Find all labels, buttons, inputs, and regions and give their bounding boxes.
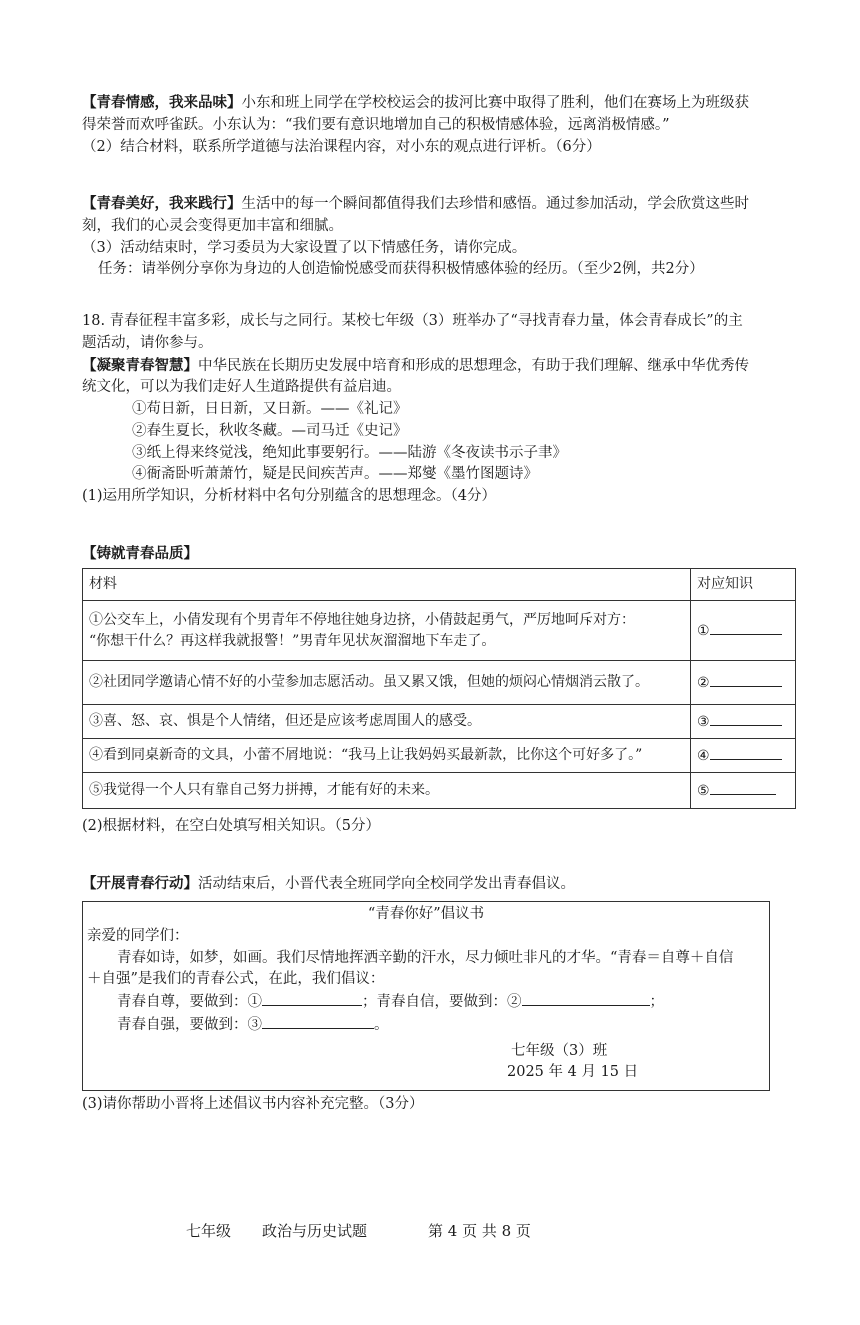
answer-blank[interactable] <box>710 620 782 635</box>
material-cell <box>83 601 691 661</box>
signature-date: 2025 年 4 月 15 日 <box>507 1064 639 1081</box>
letter-body: 青春如诗，如梦，如画。我们尽情地挥洒辛勤的汗水，尽力倾吐非凡的才华。“青春＝自尊＋自信 <box>117 949 734 966</box>
section-emotion <box>82 92 796 158</box>
punctuation: 。 <box>374 1016 389 1033</box>
answer-cell[interactable] <box>691 773 796 809</box>
fill-label: 青春自尊，要做到：① <box>117 994 262 1010</box>
answer-cell[interactable] <box>691 739 796 773</box>
section-action <box>82 873 575 896</box>
section-tag: 【铸就青春品质】 <box>82 545 198 562</box>
answer-blank[interactable] <box>710 745 782 760</box>
answer-mark: ① <box>697 622 710 639</box>
fill-label: 青春自强，要做到：③ <box>117 1016 262 1033</box>
fill-blank-2[interactable] <box>522 991 650 1006</box>
intro-text: 活动结束后，小晋代表全班同学向全校同学发出青春倡议。 <box>198 876 575 892</box>
table-row <box>83 661 796 705</box>
question-18-2: (2)根据材料，在空白处填写相关知识。（5分） <box>82 818 381 834</box>
question-18-1: (1)运用所学知识，分析材料中名句分别蕴含的思想理念。（4分） <box>82 488 497 504</box>
question-2: （2）结合材料，联系所学道德与法治课程内容，对小东的观点进行评析。（6分） <box>82 138 601 155</box>
answer-mark: ⑤ <box>697 782 710 799</box>
footer-page: 第 4 页 共 8 页 <box>428 1222 531 1240</box>
table-header: 材料 <box>83 569 691 601</box>
paragraph-line: 小东和班上同学在学校校运会的拔河比赛中取得了胜利，他们在赛场上为班级获 <box>241 95 749 111</box>
question-18-3: (3)请你帮助小晋将上述倡议书内容补充完整。（3分） <box>82 1096 424 1112</box>
paragraph-line: 刻，我们的心灵会变得更加丰富和细腻。 <box>82 217 343 234</box>
material-cell: ②社团同学邀请心情不好的小莹参加志愿活动。虽又累又饿，但她的烦闷心情烟消云散了。 <box>83 661 691 705</box>
question-stem: 题活动，请你参与。 <box>82 334 213 351</box>
footer-grade: 七年级 <box>186 1222 232 1240</box>
quote-3: ③纸上得来终觉浅，绝知此事要躬行。——陆游《冬夜读书示子聿》 <box>132 444 567 461</box>
answer-mark: ② <box>697 674 710 691</box>
table-row <box>83 739 796 773</box>
section-tag: 【开展青春行动】 <box>82 875 198 892</box>
answer-cell[interactable] <box>691 705 796 739</box>
letter-body: ＋自强”是我们的青春公式，在此，我们倡议： <box>87 971 385 988</box>
task-text: 任务：请举例分享你为身边的人创造愉悦感受而获得积极情感体验的经历。（至少2例，共2分） <box>98 261 704 278</box>
material-cell: ④看到同桌新奇的文具，小蕾不屑地说：“我马上让我妈妈买最新款，比你这个可好多了。” <box>83 739 691 773</box>
section-tag: 【凝聚青春智慧】 <box>82 356 198 374</box>
material-cell: ⑤我觉得一个人只有靠自己努力拼搏，才能有好的未来。 <box>83 773 691 809</box>
question-18 <box>82 311 796 508</box>
letter-title: “青春你好”倡议书 <box>367 906 485 922</box>
paragraph-line: 生活中的每一个瞬间都值得我们去珍惜和感悟。通过参加活动，学会欣赏这些时 <box>241 196 749 212</box>
letter-line-1-2 <box>83 991 769 1014</box>
answer-blank[interactable] <box>710 672 782 687</box>
fill-label: ；青春自信，要做到：② <box>362 994 522 1010</box>
fill-blank-1[interactable] <box>262 991 362 1006</box>
section-tag: 【青春情感，我来品味】 <box>82 94 242 111</box>
signature-class: 七年级（3）班 <box>511 1042 608 1059</box>
knowledge-table <box>82 568 796 809</box>
table-header: 对应知识 <box>691 569 796 601</box>
paragraph-line: 得荣誉而欢呼雀跃。小东认为：“我们要有意识地增加自己的积极情感体验，远离消极情感。” <box>82 116 670 133</box>
proposal-letter <box>82 901 770 1091</box>
answer-mark: ③ <box>697 713 710 730</box>
footer-subject: 政治与历史试题 <box>262 1222 368 1240</box>
answer-blank[interactable] <box>710 780 776 795</box>
letter-line-3 <box>83 1014 769 1037</box>
answer-cell[interactable] <box>691 601 796 661</box>
answer-mark: ④ <box>697 747 710 764</box>
fill-blank-3[interactable] <box>262 1014 374 1029</box>
answer-cell[interactable] <box>691 661 796 705</box>
answer-blank[interactable] <box>710 711 782 726</box>
question-3: （3）活动结束时，学习委员为大家设置了以下情感任务，请你完成。 <box>82 239 527 256</box>
letter-greeting: 亲爱的同学们： <box>87 927 189 944</box>
quote-4: ④衙斋卧听萧萧竹，疑是民间疾苦声。——郑燮《墨竹图题诗》 <box>132 466 538 483</box>
table-row <box>83 773 796 809</box>
material-line: ①公交车上，小倩发现有个男青年不停地往她身边挤，小倩鼓起勇气，严厉地呵斥对方： <box>89 611 635 628</box>
paragraph-line: 统文化，可以为我们走好人生道路提供有益启迪。 <box>82 379 401 396</box>
table-header-row <box>83 569 796 601</box>
quote-1: ①苟日新，日日新，又日新。——《礼记》 <box>132 401 408 417</box>
quote-2: ②春生夏长，秋收冬藏。—司马迁《史记》 <box>132 422 408 439</box>
section-practice <box>82 193 796 281</box>
paragraph-line: 中华民族在长期历史发展中培育和形成的思想理念，有助于我们理解、继承中华优秀传 <box>198 357 749 374</box>
punctuation: ； <box>649 994 664 1010</box>
table-row <box>83 601 796 661</box>
material-line: “你想干什么？再这样我就报警！”男青年见状灰溜溜地下车走了。 <box>89 632 496 649</box>
material-cell: ③喜、怒、哀、惧是个人情绪，但还是应该考虑周围人的感受。 <box>83 705 691 739</box>
section-tag: 【青春美好，我来践行】 <box>82 195 242 212</box>
table-row <box>83 705 796 739</box>
question-stem: 18. 青春征程丰富多彩，成长与之同行。某校七年级（3）班举办了“寻找青春力量，体会青春成长”的主 <box>82 313 743 329</box>
